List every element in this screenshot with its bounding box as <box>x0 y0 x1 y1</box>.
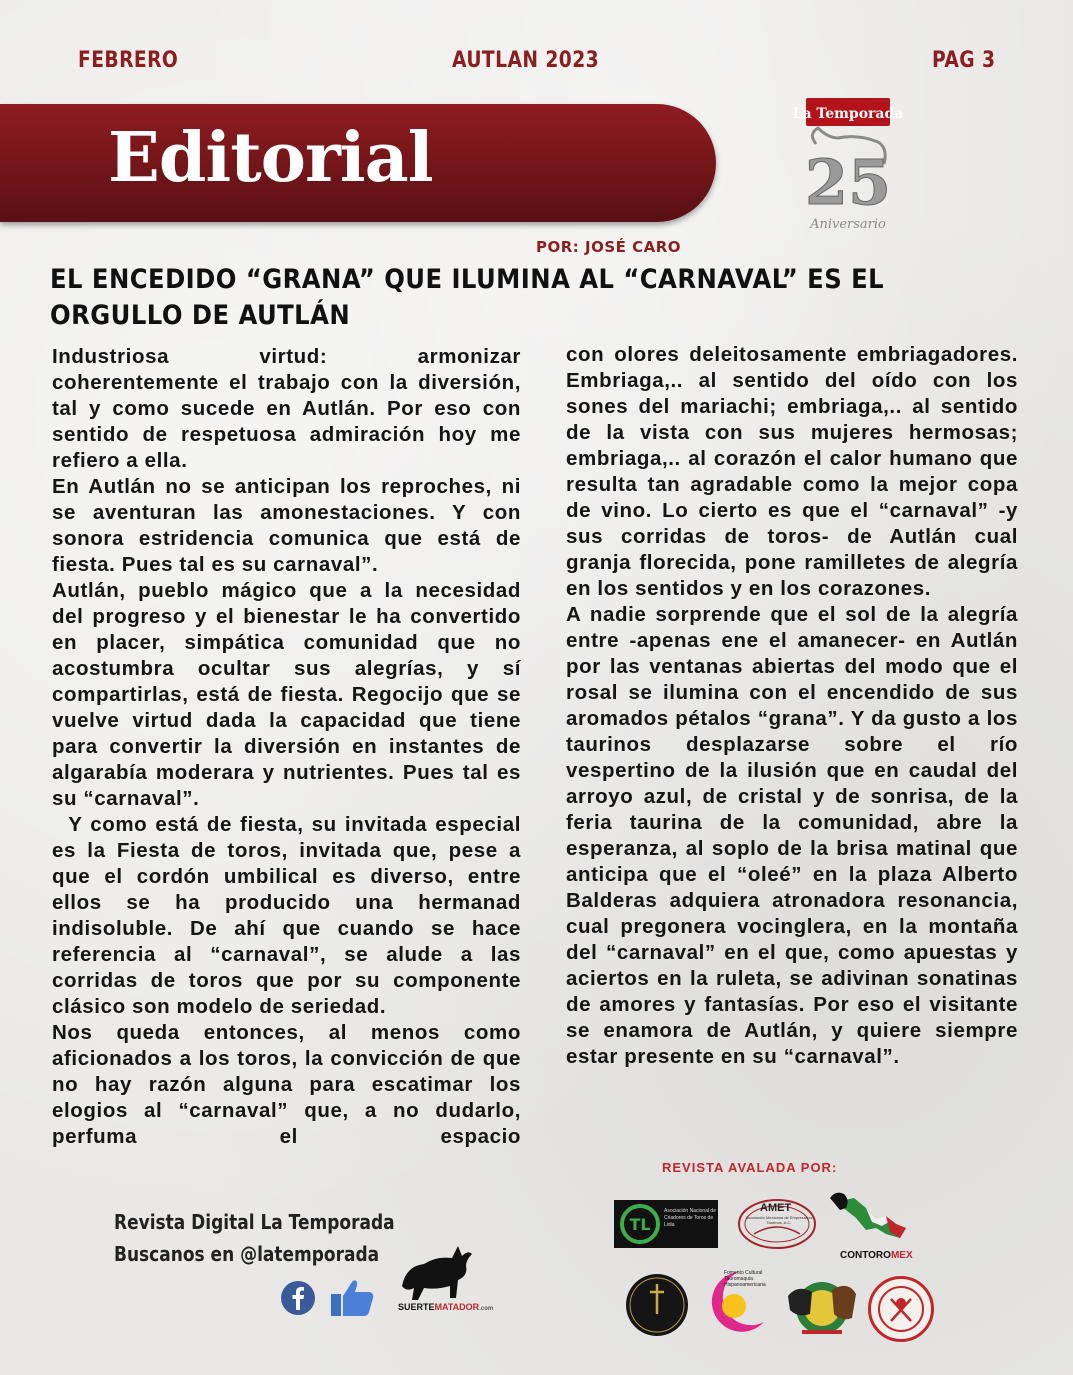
header-month: FEBRERO <box>78 48 179 73</box>
promo-magazine: Revista Digital La Temporada <box>114 1210 395 1234</box>
paragraph: Nos queda entonces, al menos como aficionados a los toros, la convicción de que no hay razón alguna para escatimar los elogios al “carnaval” que, a no dudarlo, perfuma el espacio <box>52 1021 521 1148</box>
promo-handle[interactable]: Buscanos en @latemporada <box>114 1242 380 1266</box>
logo-brand: La Temporada <box>792 106 904 122</box>
logo-number: 25 <box>804 146 892 219</box>
fomento-logo <box>704 1266 770 1338</box>
paragraph: con olores deleitosamente embriagadores. Embriaga,.. al sentido del oído con los sones del mariachi; embriaga,.. al sentido de la vista con sus mujeres hermosas; embriaga,.. al corazón el calor humano que resulta tan agradable como la mejor copa de vino. Lo cierto es que el “carnaval” -y sus corridas de toros- de Autlán cual granja florecida, pone ramilletes de alegría en los sentidos y en los corazones. <box>566 343 1018 600</box>
brand-part-a: SUERTE <box>398 1302 435 1312</box>
sponsors-label: REVISTA AVALADA POR: <box>662 1160 838 1175</box>
article-headline: EL ENCEDIDO “GRANA” QUE ILUMINA AL “CARNAVAL” ES EL ORGULLO DE AUTLÁN <box>50 264 885 331</box>
brand-tail: .com <box>479 1306 494 1312</box>
svg-text:TL: TL <box>629 1215 651 1234</box>
cross-emblem-logo <box>626 1274 688 1336</box>
contoromex-logo <box>826 1188 912 1264</box>
anc-logo <box>614 1200 718 1248</box>
paragraph: En Autlán no se anticipan los reproches, ni se aventuran las amonestaciones. Y con sonora estridencia comunica que está de fiesta. Pues tal es su carnaval”. <box>52 475 521 576</box>
fomento-text: Fomento Cultural Tauromaquia Hispanoamericana <box>724 1270 766 1288</box>
article-author: POR: JOSÉ CARO <box>536 238 682 256</box>
amet-abbr: AMET <box>760 1202 792 1214</box>
article-column-left <box>52 344 528 1150</box>
header-edition: AUTLAN 2023 <box>452 48 600 73</box>
bullfight-emblem-logo <box>782 1274 860 1344</box>
like-icon[interactable] <box>328 1276 376 1318</box>
paragraph: Industriosa virtud: armonizar coherentemente el trabajo con la diversión, tal y como sucede en Autlán. Por eso con sentido de respetuosa admiración hoy me refiero a ella. <box>52 345 521 472</box>
facebook-icon[interactable] <box>280 1280 316 1316</box>
article-column-right <box>566 342 1018 1070</box>
paragraph: Autlán, pueblo mágico que a la necesidad del progreso y el bienestar le ha convertido en placer, simpática comunidad que no acostumbra ocultar sus alegrías, y sí compartirlas, está de fiesta. Regocijo que se vuelve virtud dada la capacidad que tiene para convertir la diversión en instantes de algarabía moderara y nutrientes. Pues tal es su “carnaval”. <box>52 579 521 810</box>
paragraph: A nadie sorprende que el sol de la alegría entre -apenas ene el amanecer- en Autlán por las ventanas abiertas del modo que el rosal se ilumina con el encendido de sus aromados pétalos “grana”. Y da gusto a los taurinos desplazarse sobre el río vespertino de la ilusión que en caudal del arroyo azul, de cristal y de sonrisa, de la feria taurina de la comunidad, abre la esperanza, al soplo de la brisa matinal que anticipa que el “oleé” en la plaza Alberto Balderas adquiera atronadora resonancia, cual pregonera vocinglera, en la montaña del “carnaval” en el que, como apuestas y aciertos en la ruleta, se adivinan sonatinas de amores y fantasías. Por eso el visitante se enamora de Autlán, y quiere siempre estar presente en su “carnaval”. <box>566 603 1018 1068</box>
header-page: PAG 3 <box>932 48 996 73</box>
section-title: Editorial <box>108 118 433 198</box>
contoro-b: MEX <box>890 1250 913 1261</box>
amet-logo <box>736 1196 818 1252</box>
brand-part-b: MATADOR <box>434 1302 480 1312</box>
suertematador-logo <box>396 1236 494 1322</box>
target-emblem-logo <box>868 1276 934 1342</box>
contoro-a: CONTORO <box>840 1250 891 1261</box>
logo-caption: Aniversario <box>810 217 886 232</box>
la-temporada-logo <box>788 94 906 234</box>
anc-text: Asociación Nacional de Criadores de Toros de Lidia <box>664 1208 716 1228</box>
paragraph: Y como está de fiesta, su invitada especial es la Fiesta de toros, invitada que, pese a que el cordón umbilical es diverso, entre ellos se ha producido una hermanad indisoluble. De ahí que cuando se hace referencia al “carnaval”, se alude a las corridas de toros que por su componente clásico son modelo de seriedad. <box>52 813 528 1018</box>
amet-text: Asociación Mexicana de Empresarios Taurinos, A.C. <box>745 1215 813 1225</box>
